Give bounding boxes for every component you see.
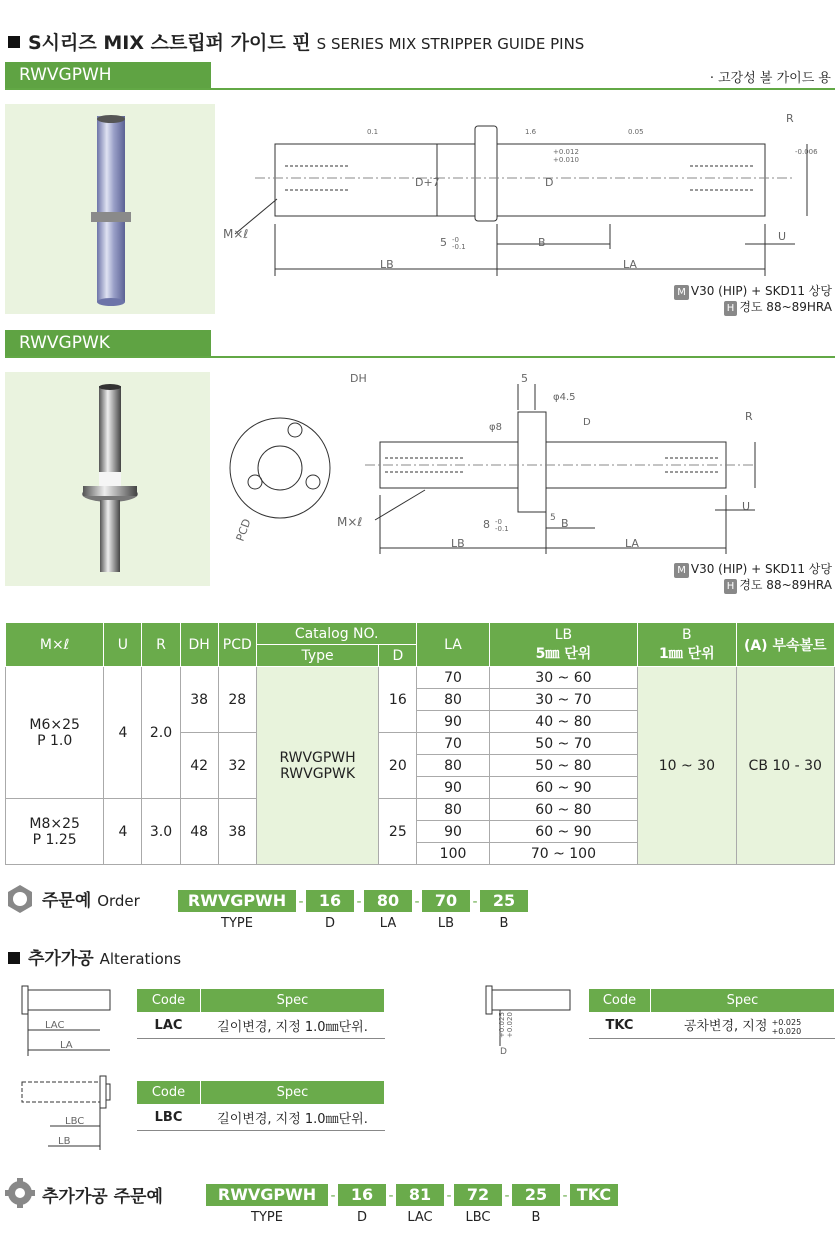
lbc-sketch — [10, 1072, 120, 1152]
alt-order-code: RWVGPWH - 16 - 81 - 72 - 25 - TKC — [206, 1184, 618, 1207]
table-row: 90 40 ~ 80 — [6, 711, 835, 733]
section-tag: RWVGPWK — [5, 330, 211, 356]
section-bar-rwvgpwk — [5, 330, 835, 358]
svg-text:+0.012: +0.012 — [553, 148, 579, 156]
svg-text:1.6: 1.6 — [525, 128, 537, 136]
product-photo-rwvgpwh — [5, 104, 215, 314]
svg-text:LB: LB — [58, 1136, 71, 1147]
svg-text:+0.020: +0.020 — [506, 1012, 514, 1038]
svg-text:-0.1: -0.1 — [495, 525, 509, 533]
square-bullet-icon — [8, 952, 20, 964]
svg-text:R: R — [745, 410, 753, 423]
svg-text:LB: LB — [380, 258, 394, 271]
svg-text:-0: -0 — [452, 236, 459, 244]
svg-text:LAC: LAC — [45, 1020, 65, 1031]
svg-text:D: D — [583, 417, 591, 428]
svg-text:LA: LA — [60, 1040, 73, 1051]
svg-text:B: B — [538, 236, 546, 249]
svg-text:LA: LA — [623, 258, 637, 271]
material-note-2: M V30 (HIP) + SKD11 상당 H 경도 88~89HRA — [674, 562, 832, 594]
order-icon — [5, 884, 35, 914]
table-row: 90 60 ~ 90 — [6, 777, 835, 799]
svg-text:D: D — [545, 176, 554, 189]
square-bullet-icon — [8, 36, 20, 48]
lbc-table: Code Spec LBC 길이변경, 지정 1.0㎜단위. — [136, 1080, 385, 1131]
svg-text:M×ℓ: M×ℓ — [223, 227, 249, 241]
lac-sketch — [10, 980, 120, 1060]
svg-text:-0.006: -0.006 — [795, 148, 818, 156]
alterations-heading: 추가가공 Alterations — [8, 944, 181, 969]
svg-text:5: 5 — [440, 236, 447, 249]
svg-text:0.05: 0.05 — [628, 128, 644, 136]
alt-order-heading: 추가가공 주문예 — [42, 1187, 163, 1207]
svg-text:D: D — [500, 1047, 507, 1057]
lac-table: Code Spec LAC 길이변경, 지정 1.0㎜단위. — [136, 988, 385, 1039]
svg-text:U: U — [778, 230, 787, 243]
section-tag: RWVGPWH — [5, 62, 211, 88]
svg-text:φ8: φ8 — [489, 422, 502, 433]
pin-photo-icon — [5, 104, 215, 314]
svg-text:0.1: 0.1 — [367, 128, 379, 136]
tkc-sketch — [470, 980, 580, 1060]
order-heading: 주문예 Order — [42, 891, 140, 911]
svg-text:-0.1: -0.1 — [452, 243, 466, 251]
product-photo-rwvgpwk — [5, 372, 210, 586]
svg-text:+0.010: +0.010 — [553, 156, 579, 164]
svg-text:M×ℓ: M×ℓ — [337, 515, 363, 529]
order-code: RWVGPWH - 16 - 80 - 70 - 25 — [178, 890, 528, 913]
page-title: S시리즈 MIX 스트립퍼 가이드 핀 S SERIES MIX STRIPPER GUIDE PINS — [8, 28, 584, 55]
table-row: M6×25 P 1.0 4 2.0 38 28 RWVGPWH RWVGPWK 16 70 30 ~ 60 10 ~ 30 CB 10 - 30 — [6, 667, 835, 689]
tkc-table: Code Spec TKC 공차변경, 지정 +0.025 +0.020 — [588, 988, 835, 1039]
pin-flange-photo-icon — [5, 372, 210, 586]
table-row: 90 60 ~ 90 — [6, 821, 835, 843]
svg-text:LBC: LBC — [65, 1116, 85, 1127]
svg-text:LB: LB — [451, 537, 465, 550]
svg-text:5: 5 — [521, 372, 528, 385]
svg-text:5: 5 — [550, 513, 556, 523]
svg-text:8: 8 — [483, 518, 490, 531]
svg-text:LA: LA — [625, 537, 639, 550]
section-note: · 고강성 볼 가이드 용 — [709, 71, 831, 86]
svg-text:DH: DH — [350, 372, 367, 385]
gear-icon — [5, 1178, 35, 1208]
drawing-rwvgpwh — [215, 104, 835, 284]
svg-text:PCD: PCD — [233, 517, 254, 544]
table-row: 80 50 ~ 80 — [6, 755, 835, 777]
svg-text:U: U — [742, 500, 751, 513]
table-row: M8×25 P 1.25 4 3.0 48 38 25 80 60 ~ 80 — [6, 799, 835, 821]
table-row: 80 30 ~ 70 — [6, 689, 835, 711]
table-row: 100 70 ~ 100 — [6, 843, 835, 865]
svg-text:R: R — [786, 112, 794, 125]
svg-text:B: B — [561, 517, 569, 530]
section-bar-rwvgpwh — [5, 62, 835, 90]
drawing-rwvgpwk — [215, 370, 835, 560]
material-note-1: M V30 (HIP) + SKD11 상당 H 경도 88~89HRA — [674, 284, 832, 316]
table-row: 42 32 20 70 50 ~ 70 — [6, 733, 835, 755]
svg-text:+0.025: +0.025 — [498, 1012, 506, 1038]
svg-text:-0: -0 — [495, 518, 502, 526]
spec-table: M×ℓ U R DH PCD Catalog NO. LA LB 5㎜ 단위 B 1㎜ 단위 (A) 부속볼트 Type D M6×25 P 1.0 4 2.0 38 28 RWVGPWH RWVGPWK 16 70 30 ~ 60 10 ~ 30 CB 10 - 30 80 30 ~ 70 90 40 ~ 80 42 32 20 70 50 ~ 70 80 50 ~ 80 90 60 ~ 90 M8×25 P 1.25 4 3.0 48 38 25 80 60 ~ 80 90 60 ~ 90 100 70 ~ 100 — [5, 622, 835, 865]
svg-text:φ4.5: φ4.5 — [553, 392, 576, 403]
svg-text:D+7: D+7 — [415, 176, 440, 189]
